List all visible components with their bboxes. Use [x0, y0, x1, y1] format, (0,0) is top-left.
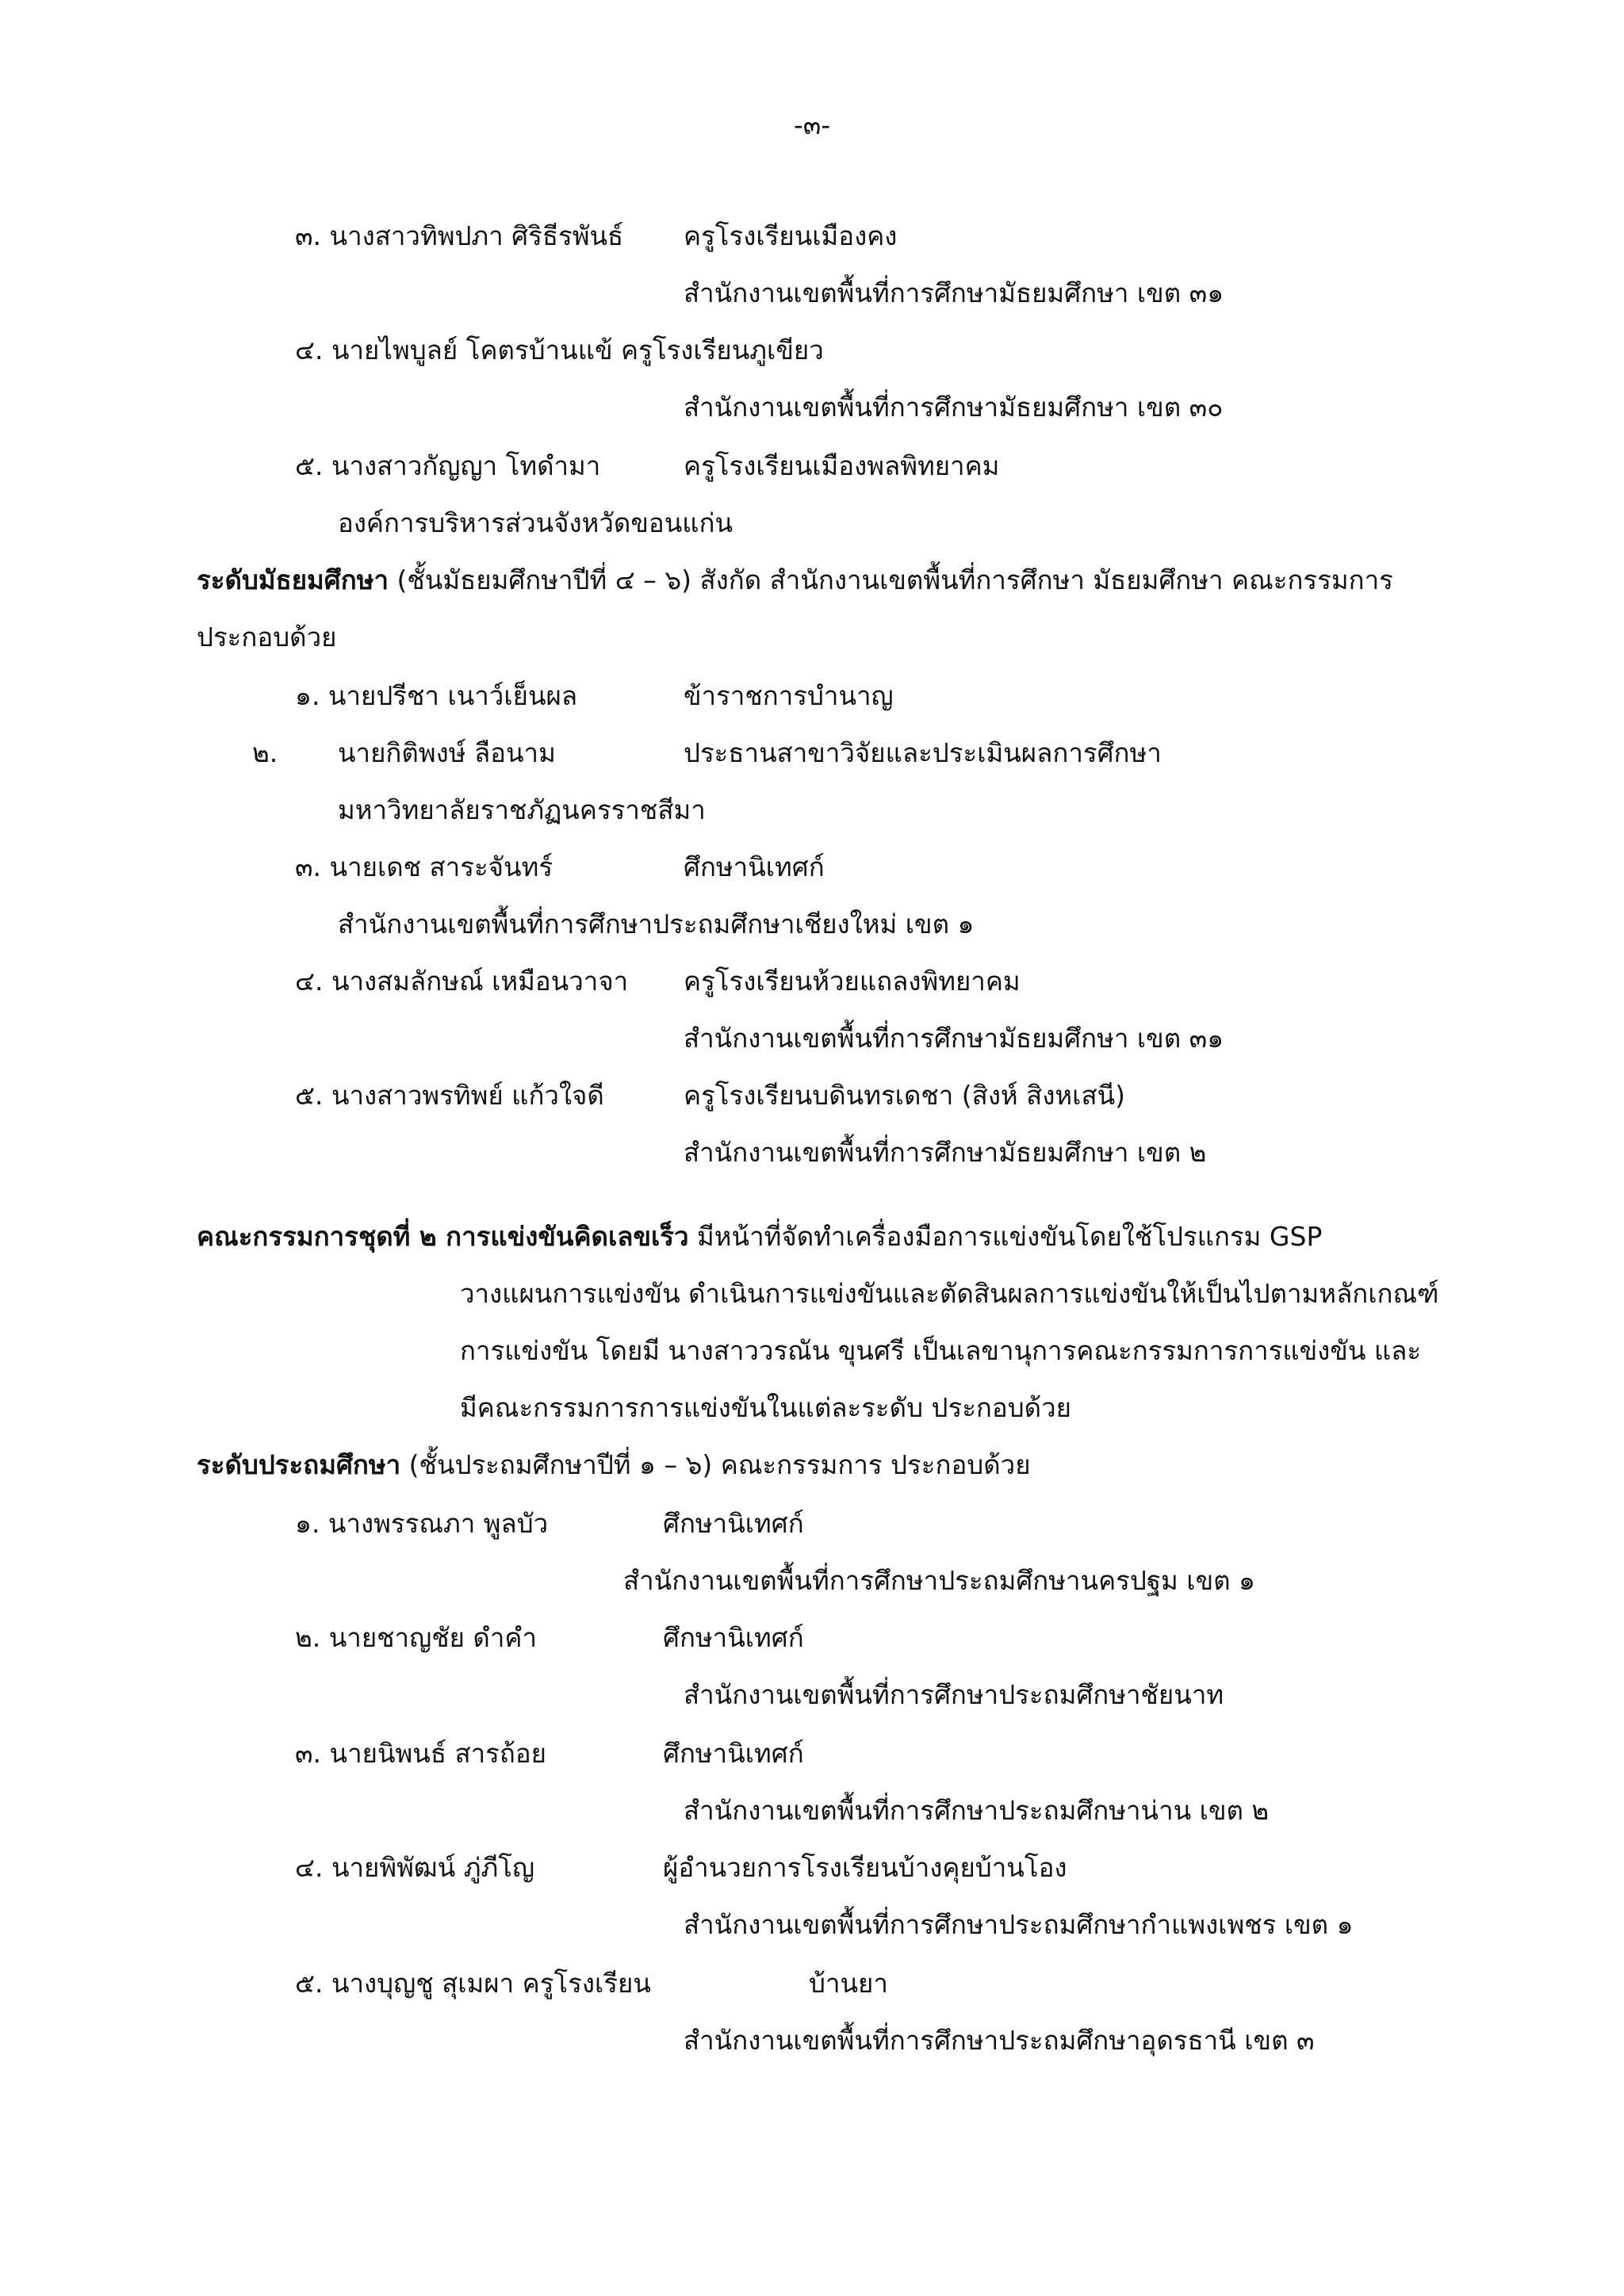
line-text: สำนักงานเขตพื้นที่การศึกษามัธยมศึกษา เขต ๓๑: [684, 1023, 1224, 1054]
line-text: สำนักงานเขตพื้นที่การศึกษาประถมศึกษาเชียงใหม่ เขต ๑: [338, 909, 975, 939]
line-text: ๓. นายนิพนธ์ สารถ้อย: [295, 1738, 546, 1769]
text-line: [684, 1135, 1206, 1170]
text-line: [684, 2023, 1315, 2058]
line-text: สำนักงานเขตพื้นที่การศึกษามัธยมศึกษา เขต ๒: [684, 1137, 1207, 1168]
line-text: วางแผนการแข่งขัน ดำเนินการแข่งขันและตัดสินผลการแข่งขันให้เป็นไปตามหลักเกณฑ์: [460, 1278, 1439, 1309]
line-text: ข้าราชการบำนาญ: [684, 680, 894, 711]
text-line: [663, 1621, 804, 1655]
line-text: ๔. นายไพบูลย์ โคตรบ้านแข้ ครูโรงเรียนภูเขียว: [295, 335, 824, 365]
text-line: [684, 219, 897, 254]
text-line: [663, 1506, 804, 1541]
text-line: [684, 1908, 1354, 1942]
line-text: ๑. นางพรรณภา พูลบัว: [295, 1508, 549, 1539]
text-line: [684, 1678, 1224, 1712]
text-line: [295, 333, 824, 368]
line-text: ครูโรงเรียนเมืองคง: [684, 220, 898, 251]
text-line: [295, 1078, 604, 1113]
page-number: -๓-: [793, 109, 831, 140]
line-text: ๕. นางสาวพรทิพย์ แก้วใจดี: [295, 1080, 604, 1111]
line-text: ๔. นายพิพัฒน์ ภู่ภีโญ: [295, 1852, 535, 1883]
line-text: ๔. นางสมลักษณ์ เหมือนวาจา: [295, 966, 629, 997]
text-line: [684, 1078, 1125, 1113]
heading-bold-text: ระดับประถมศึกษา: [197, 1449, 401, 1480]
line-text: ๕. นางสาวกัญญา โทดำมา: [295, 450, 601, 481]
text-line: [684, 390, 1223, 425]
text-line: [684, 850, 825, 885]
text-line: [197, 1448, 1031, 1483]
line-text: ๒. นายชาญชัย ดำคำ: [295, 1622, 537, 1653]
line-text: ศึกษานิเทศก์: [663, 1738, 804, 1769]
text-line: [663, 1850, 1067, 1885]
text-line: [684, 736, 1162, 771]
text-line: [684, 964, 1021, 999]
line-text: ประกอบด้วย: [197, 622, 337, 652]
text-line: [338, 506, 733, 541]
text-line: [295, 219, 623, 254]
text-line: [338, 907, 974, 942]
line-text: ๑. นายปรีชา เนาว์เย็นผล: [295, 680, 578, 711]
line-text: สำนักงานเขตพื้นที่การศึกษาประถมศึกษาชัยนาท: [684, 1679, 1224, 1710]
text-line: [295, 1850, 534, 1885]
text-line: [197, 563, 1393, 598]
line-text: ครูโรงเรียนห้วยแถลงพิทยาคม: [684, 966, 1021, 997]
line-text: สำนักงานเขตพื้นที่การศึกษาประถมศึกษานครปฐม เขต ๑: [623, 1565, 1255, 1596]
line-text: ๓. นางสาวทิพปภา ศิริธีรพันธ์: [295, 220, 624, 251]
text-line: [684, 449, 999, 484]
heading-bold-text: คณะกรรมการชุดที่ ๒ การแข่งขันคิดเลขเร็ว: [197, 1221, 689, 1252]
line-text: ศึกษานิเทศก์: [663, 1622, 804, 1653]
line-text: ๓. นายเดช สาระจันทร์: [295, 851, 553, 882]
line-text: สำนักงานเขตพื้นที่การศึกษาประถมศึกษาอุดรธานี เขต ๓: [684, 2025, 1315, 2056]
text-line: [295, 1506, 548, 1541]
text-line: [295, 679, 577, 714]
line-text: มหาวิทยาลัยราชภัฏนครราชสีมา: [338, 794, 706, 825]
text-line: [684, 276, 1224, 311]
text-line: [197, 1219, 1322, 1254]
text-line: [460, 1391, 1071, 1425]
line-text: สำนักงานเขตพื้นที่การศึกษามัธยมศึกษา เขต ๓๐: [684, 392, 1224, 423]
line-text: นายกิติพงษ์ ลือนาม: [338, 737, 556, 768]
text-line: [197, 620, 336, 655]
text-line: [295, 1966, 651, 2001]
text-line: [460, 1276, 1439, 1311]
line-text: ประธานสาขาวิจัยและประเมินผลการศึกษา: [684, 737, 1162, 768]
line-text: ๕. นางบุญชู สุเมผา ครูโรงเรียน: [295, 1968, 651, 1999]
line-text: การแข่งขัน โดยมี นางสาววรณัน ขุนศรี เป็นเลขานุการคณะกรรมการการแข่งขัน และ: [460, 1335, 1422, 1366]
text-line: [295, 850, 553, 885]
text-line: [338, 736, 556, 771]
line-text: บ้านยา: [809, 1968, 888, 1999]
line-text: มีหน้าที่จัดทำเครื่องมือการแข่งขันโดยใช้โปรแกรม GSP: [688, 1221, 1323, 1252]
line-text: ครูโรงเรียนเมืองพลพิทยาคม: [684, 450, 1000, 481]
line-text: ศึกษานิเทศก์: [663, 1508, 804, 1539]
text-line: [684, 679, 894, 714]
heading-bold-text: ระดับมัธยมศึกษา: [197, 564, 389, 595]
line-text: สำนักงานเขตพื้นที่การศึกษาประถมศึกษาน่าน เขต ๒: [684, 1795, 1270, 1826]
text-line: [252, 736, 278, 771]
text-line: [295, 449, 600, 484]
line-text: องค์การบริหารส่วนจังหวัดขอนแก่น: [338, 507, 733, 538]
text-line: [460, 1334, 1421, 1368]
text-line: [809, 1966, 888, 2001]
text-line: [663, 1736, 804, 1771]
text-line: [295, 1736, 546, 1771]
line-text: ๒.: [252, 737, 278, 768]
text-line: [684, 1793, 1269, 1828]
text-line: [295, 964, 628, 999]
text-line: [623, 1563, 1255, 1598]
line-text: มีคณะกรรมการการแข่งขันในแต่ละระดับ ประกอบด้วย: [460, 1392, 1071, 1423]
line-text: ครูโรงเรียนบดินทรเดชา (สิงห์ สิงหเสนี): [684, 1080, 1126, 1111]
line-text: สำนักงานเขตพื้นที่การศึกษามัธยมศึกษา เขต ๓๑: [684, 277, 1224, 308]
line-text: (ชั้นมัธยมศึกษาปีที่ ๔ – ๖) สังกัด สำนักงานเขตพื้นที่การศึกษา มัธยมศึกษา คณะกรรมการ: [389, 564, 1393, 595]
line-text: สำนักงานเขตพื้นที่การศึกษาประถมศึกษากำแพงเพชร เขต ๑: [684, 1909, 1354, 1940]
line-text: (ชั้นประถมศึกษาปีที่ ๑ – ๖) คณะกรรมการ ประกอบด้วย: [400, 1449, 1031, 1480]
text-line: [338, 793, 706, 828]
line-text: ศึกษานิเทศก์: [684, 851, 825, 882]
line-text: ผู้อำนวยการโรงเรียนบ้างคุยบ้านโอง: [663, 1852, 1067, 1883]
text-line: [295, 1621, 537, 1655]
text-line: [684, 1021, 1224, 1056]
